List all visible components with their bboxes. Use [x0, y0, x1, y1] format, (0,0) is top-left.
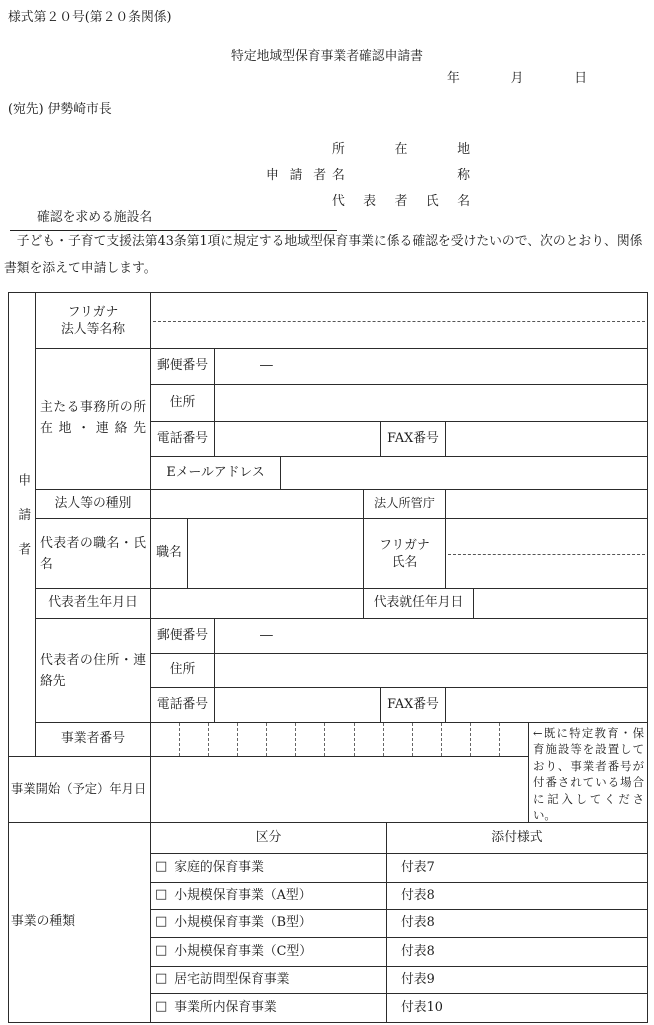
checkbox-unchecked-icon[interactable]: □: [155, 886, 168, 902]
applicant-location-label: 所在地: [332, 142, 470, 157]
provider-number-digit-box[interactable]: [442, 723, 471, 756]
representative-birthdate-label: 代表者生年月日: [35, 588, 151, 619]
checkbox-unchecked-icon[interactable]: □: [155, 970, 168, 986]
furigana-label: フリガナ: [67, 304, 119, 320]
attachment-cell: 付表8: [386, 909, 648, 938]
fax-label-1: FAX番号: [380, 421, 446, 457]
provider-number-digit-box[interactable]: [296, 723, 325, 756]
category-header: 区分: [150, 822, 387, 854]
name-furigana-divider: [448, 554, 645, 555]
postal-code-label-1: 郵便番号: [150, 348, 215, 385]
representative-name-field[interactable]: [445, 518, 648, 589]
provider-number-digit-box[interactable]: [267, 723, 296, 756]
business-start-field[interactable]: [150, 756, 529, 823]
category-row[interactable]: [150, 853, 387, 883]
form-number: 様式第２０号(第２０条関係): [8, 10, 172, 25]
facility-name-label: 確認を求める施設名: [37, 210, 153, 225]
representative-title-name-label-cell: 代表者の職名・氏名: [35, 518, 151, 589]
postal-code-field-2[interactable]: ―: [214, 618, 648, 654]
competent-authority-field[interactable]: [445, 489, 648, 519]
attachment-cell: 付表10: [386, 993, 648, 1023]
category-row[interactable]: [150, 966, 387, 994]
attachment-cell: 付表9: [386, 966, 648, 994]
date-month-label: 月: [510, 71, 524, 86]
address-field-1[interactable]: [214, 384, 648, 422]
representative-inauguration-label: 代表就任年月日: [363, 588, 474, 619]
applicant-section-label: 申請者: [15, 472, 31, 577]
date-day-label: 日: [574, 71, 587, 86]
provider-number-field[interactable]: [150, 722, 529, 757]
checkbox-unchecked-icon[interactable]: □: [155, 998, 168, 1014]
provider-number-digit-box[interactable]: [151, 723, 180, 756]
checkbox-unchecked-icon[interactable]: □: [155, 914, 168, 930]
phone-label-2: 電話番号: [150, 687, 215, 723]
applicant-name-label: 名称: [332, 168, 470, 183]
corporate-name-label: 法人等名称: [61, 321, 125, 337]
email-field[interactable]: [280, 456, 648, 490]
address-field-2[interactable]: [214, 653, 648, 688]
name-furigana-label-cell: [363, 518, 446, 589]
address-label-1: 住所: [150, 384, 215, 422]
category-row[interactable]: [150, 909, 387, 938]
category-label: 小規模保育事業（A型）: [174, 887, 312, 903]
name-label: 氏名: [391, 554, 418, 570]
provider-number-digit-box[interactable]: [471, 723, 500, 756]
category-row[interactable]: [150, 937, 387, 967]
addressee: (宛先) 伊勢崎市長: [8, 102, 112, 117]
corporate-name-label-cell: [35, 292, 151, 349]
category-label: 居宅訪問型保育事業: [174, 971, 290, 987]
body-paragraph: 子ども・子育て支援法第43条第1項に規定する地域型保育事業に係る確認を受けたいので、次のとおり、関係書類を添えて申請します。: [4, 234, 643, 276]
provider-number-digit-box[interactable]: [355, 723, 384, 756]
competent-authority-label: 法人所管庁: [363, 489, 446, 519]
category-label: 小規模保育事業（C型）: [174, 943, 313, 959]
facility-name-line[interactable]: [10, 204, 337, 231]
category-label: 家庭的保育事業: [174, 859, 264, 875]
category-label: 小規模保育事業（B型）: [174, 915, 312, 931]
fax-field-1[interactable]: [445, 421, 648, 457]
postal-code-field-1[interactable]: ―: [214, 348, 648, 385]
representative-address-label-cell: 代表者の住所・連絡先: [35, 618, 151, 723]
category-row[interactable]: [150, 882, 387, 910]
date-year-label: 年: [447, 71, 460, 86]
category-row[interactable]: [150, 993, 387, 1023]
name-furigana-label: フリガナ: [379, 537, 430, 553]
corporate-name-field[interactable]: [150, 292, 648, 349]
furigana-divider: [153, 321, 645, 322]
checkbox-unchecked-icon[interactable]: □: [155, 942, 168, 958]
page-title: 特定地域型保育事業者確認申請書: [231, 49, 423, 64]
corporate-type-label: 法人等の種別: [35, 489, 151, 519]
provider-number-digit-box[interactable]: [413, 723, 442, 756]
attachment-header: 添付様式: [386, 822, 648, 854]
applicant-representative-label: 代表者氏名: [332, 194, 470, 209]
attachment-cell: 付表7: [386, 853, 648, 883]
applicant-group-label: 申請者: [266, 168, 326, 183]
phone-field-1[interactable]: [214, 421, 381, 457]
provider-number-digit-box[interactable]: [325, 723, 354, 756]
category-label: 事業所内保育事業: [174, 999, 277, 1015]
provider-number-digit-box[interactable]: [500, 723, 528, 756]
fax-field-2[interactable]: [445, 687, 648, 723]
phone-field-2[interactable]: [214, 687, 381, 723]
applicant-section-cell: [8, 292, 36, 757]
representative-birthdate-field[interactable]: [150, 588, 364, 619]
representative-inauguration-field[interactable]: [473, 588, 648, 619]
email-label: Eメールアドレス: [150, 456, 281, 490]
date-line: [447, 67, 587, 86]
job-title-label: 職名: [150, 518, 188, 589]
attachment-cell: 付表8: [386, 882, 648, 910]
checkbox-unchecked-icon[interactable]: □: [155, 858, 168, 874]
phone-label-1: 電話番号: [150, 421, 215, 457]
fax-label-2: FAX番号: [380, 687, 446, 723]
attachment-cell: 付表8: [386, 937, 648, 967]
business-type-label: 事業の種類: [8, 822, 151, 1023]
business-start-label: 事業開始（予定）年月日: [8, 756, 151, 823]
provider-number-digit-box[interactable]: [180, 723, 209, 756]
provider-number-digit-box[interactable]: [238, 723, 267, 756]
postal-code-label-2: 郵便番号: [150, 618, 215, 654]
provider-number-label: 事業者番号: [35, 722, 151, 757]
corporate-type-field[interactable]: [150, 489, 364, 519]
provider-number-note: ←既に特定教育・保育施設等を設置しており、事業者番号が付番されている場合に記入してください。: [528, 722, 648, 823]
provider-number-digit-box[interactable]: [209, 723, 238, 756]
address-label-2: 住所: [150, 653, 215, 688]
head-office-label-cell: 主たる事務所の所在地・連絡先: [35, 348, 151, 490]
job-title-field[interactable]: [187, 518, 364, 589]
provider-number-digit-box[interactable]: [384, 723, 413, 756]
